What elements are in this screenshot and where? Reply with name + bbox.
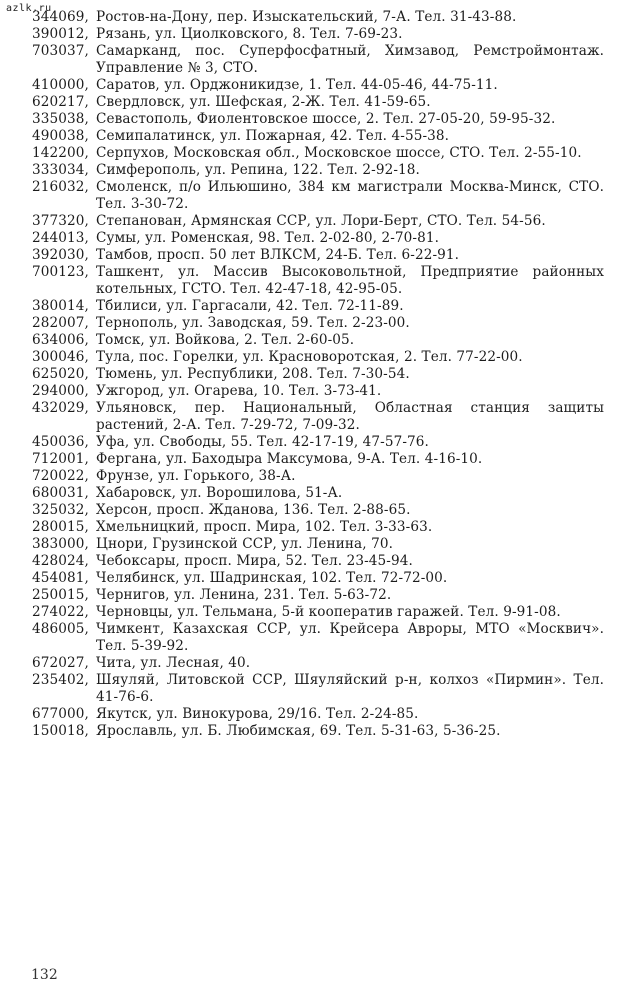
address-text: Чимкент, Казахская ССР, ул. Крейсера Авроры, МТО «Москвич». Тел. 5-39-92.: [96, 621, 604, 654]
list-item: [32, 145, 604, 162]
list-item: [32, 570, 604, 587]
list-item: [32, 723, 604, 740]
list-item: [32, 434, 604, 451]
list-item: [32, 26, 604, 43]
postal-code: 294000,: [32, 383, 89, 399]
address-text: Ярославль, ул. Б. Любимская, 69. Тел. 5-31-63, 5-36-25.: [96, 723, 501, 739]
address-text: Рязань, ул. Циолковского, 8. Тел. 7-69-23.: [96, 26, 403, 42]
address-text: Ташкент, ул. Массив Высоковольтной, Предприятие районных котельных, ГСТО. Тел. 42-47-18, 42-95-05.: [96, 264, 604, 297]
address-text: Якутск, ул. Винокурова, 29/16. Тел. 2-24-85.: [96, 706, 419, 722]
list-item: [32, 587, 604, 604]
list-item: [32, 264, 604, 298]
address-text: Тамбов, просп. 50 лет ВЛКСМ, 24-Б. Тел. 6-22-91.: [96, 247, 460, 263]
address-text: Степанован, Армянская ССР, ул. Лори-Берт, СТО. Тел. 54-56.: [96, 213, 546, 229]
list-item: [32, 179, 604, 213]
address-text: Хабаровск, ул. Ворошилова, 51-А.: [96, 485, 343, 501]
postal-code: 432029,: [32, 400, 89, 416]
list-item: [32, 332, 604, 349]
postal-code: 335038,: [32, 111, 89, 127]
postal-code: 282007,: [32, 315, 89, 331]
postal-code: 300046,: [32, 349, 89, 365]
address-text: Херсон, просп. Жданова, 136. Тел. 2-88-65.: [96, 502, 411, 518]
postal-code: 672027,: [32, 655, 89, 671]
list-item: [32, 383, 604, 400]
postal-code: 274022,: [32, 604, 89, 620]
address-text: Ростов-на-Дону, пер. Изыскательский, 7-А. Тел. 31-43-88.: [96, 9, 517, 25]
address-text: Семипалатинск, ул. Пожарная, 42. Тел. 4-55-38.: [96, 128, 450, 144]
address-text: Челябинск, ул. Шадринская, 102. Тел. 72-72-00.: [96, 570, 448, 586]
list-item: [32, 485, 604, 502]
list-item: [32, 315, 604, 332]
address-text: Тюмень, ул. Республики, 208. Тел. 7-30-54.: [96, 366, 410, 382]
list-item: [32, 400, 604, 434]
watermark-text: azlk.ru: [6, 3, 52, 14]
postal-code: 244013,: [32, 230, 89, 246]
address-text: Томск, ул. Войкова, 2. Тел. 2-60-05.: [96, 332, 355, 348]
postal-code: 142200,: [32, 145, 89, 161]
list-item: [32, 706, 604, 723]
postal-code: 392030,: [32, 247, 89, 263]
list-item: [32, 298, 604, 315]
list-item: [32, 366, 604, 383]
list-item: [32, 536, 604, 553]
list-item: [32, 451, 604, 468]
postal-code: 333034,: [32, 162, 89, 178]
address-text: Свердловск, ул. Шефская, 2-Ж. Тел. 41-59-65.: [96, 94, 431, 110]
postal-code: 700123,: [32, 264, 89, 280]
address-text: Черновцы, ул. Тельмана, 5-й кооператив гаражей. Тел. 9-91-08.: [96, 604, 561, 620]
postal-code: 410000,: [32, 77, 89, 93]
postal-code: 634006,: [32, 332, 89, 348]
list-item: [32, 553, 604, 570]
address-text: Ужгород, ул. Огарева, 10. Тел. 3-73-41.: [96, 383, 382, 399]
postal-code: 380014,: [32, 298, 89, 314]
address-text: Тула, пос. Горелки, ул. Красноворотская, 2. Тел. 77-22-00.: [96, 349, 523, 365]
list-item: [32, 94, 604, 111]
postal-code: 620217,: [32, 94, 89, 110]
list-item: [32, 43, 604, 77]
postal-code: 428024,: [32, 553, 89, 569]
postal-code: 150018,: [32, 723, 89, 739]
address-text: Чебоксары, просп. Мира, 52. Тел. 23-45-94.: [96, 553, 413, 569]
postal-code: 712001,: [32, 451, 89, 467]
postal-code: 216032,: [32, 179, 89, 195]
postal-code: 677000,: [32, 706, 89, 722]
postal-code: 390012,: [32, 26, 89, 42]
address-text: Севастополь, Фиолентовское шоссе, 2. Тел. 27-05-20, 59-95-32.: [96, 111, 556, 127]
postal-code: 383000,: [32, 536, 89, 552]
address-text: Смоленск, п/о Ильюшино, 384 км магистрали Москва-Минск, СТО. Тел. 3-30-72.: [96, 179, 604, 212]
list-item: [32, 621, 604, 655]
postal-code: 680031,: [32, 485, 89, 501]
address-text: Фергана, ул. Баходыра Максумова, 9-А. Тел. 4-16-10.: [96, 451, 483, 467]
address-text: Уфа, ул. Свободы, 55. Тел. 42-17-19, 47-57-76.: [96, 434, 429, 450]
address-text: Хмельницкий, просп. Мира, 102. Тел. 3-33-63.: [96, 519, 433, 535]
postal-code: 490038,: [32, 128, 89, 144]
address-text: Фрунзе, ул. Горького, 38-А.: [96, 468, 296, 484]
list-item: [32, 247, 604, 264]
postal-code: 250015,: [32, 587, 89, 603]
postal-code: 486005,: [32, 621, 89, 637]
list-item: [32, 468, 604, 485]
address-text: Серпухов, Московская обл., Московское шоссе, СТО. Тел. 2-55-10.: [96, 145, 582, 161]
address-text: Самарканд, пос. Суперфосфатный, Химзавод, Ремстроймонтаж. Управление № 3, СТО.: [96, 43, 604, 76]
address-text: Ульяновск, пер. Национальный, Областная станция защиты растений, 2-А. Тел. 7-29-72, 7-09-32.: [96, 400, 604, 433]
list-item: [32, 162, 604, 179]
address-text: Чита, ул. Лесная, 40.: [96, 655, 251, 671]
list-item: [32, 77, 604, 94]
postal-code: 720022,: [32, 468, 89, 484]
list-item: [32, 519, 604, 536]
address-text: Тбилиси, ул. Гаргасали, 42. Тел. 72-11-89.: [96, 298, 404, 314]
address-text: Цнори, Грузинской ССР, ул. Ленина, 70.: [96, 536, 394, 552]
address-text: Чернигов, ул. Ленина, 231. Тел. 5-63-72.: [96, 587, 392, 603]
address-text: Сумы, ул. Роменская, 98. Тел. 2-02-80, 2-70-81.: [96, 230, 440, 246]
address-listing: [32, 9, 604, 740]
list-item: [32, 213, 604, 230]
list-item: [32, 502, 604, 519]
list-item: [32, 672, 604, 706]
list-item: [32, 111, 604, 128]
list-item: [32, 9, 604, 26]
address-text: Симферополь, ул. Репина, 122. Тел. 2-92-18.: [96, 162, 420, 178]
address-text: Саратов, ул. Орджоникидзе, 1. Тел. 44-05-46, 44-75-11.: [96, 77, 498, 93]
postal-code: 625020,: [32, 366, 89, 382]
postal-code: 454081,: [32, 570, 89, 586]
list-item: [32, 655, 604, 672]
postal-code: 235402,: [32, 672, 89, 688]
postal-code: 703037,: [32, 43, 89, 59]
postal-code: 450036,: [32, 434, 89, 450]
list-item: [32, 349, 604, 366]
address-text: Тернополь, ул. Заводская, 59. Тел. 2-23-00.: [96, 315, 410, 331]
list-item: [32, 230, 604, 247]
postal-code: 280015,: [32, 519, 89, 535]
address-text: Шяуляй, Литовской ССР, Шяуляйский р-н, колхоз «Пирмин». Тел. 41-76-6.: [96, 672, 604, 705]
postal-code: 325032,: [32, 502, 89, 518]
postal-code: 344069,: [32, 9, 89, 25]
list-item: [32, 128, 604, 145]
postal-code: 377320,: [32, 213, 89, 229]
list-item: [32, 604, 604, 621]
page-number: 132: [31, 967, 58, 983]
